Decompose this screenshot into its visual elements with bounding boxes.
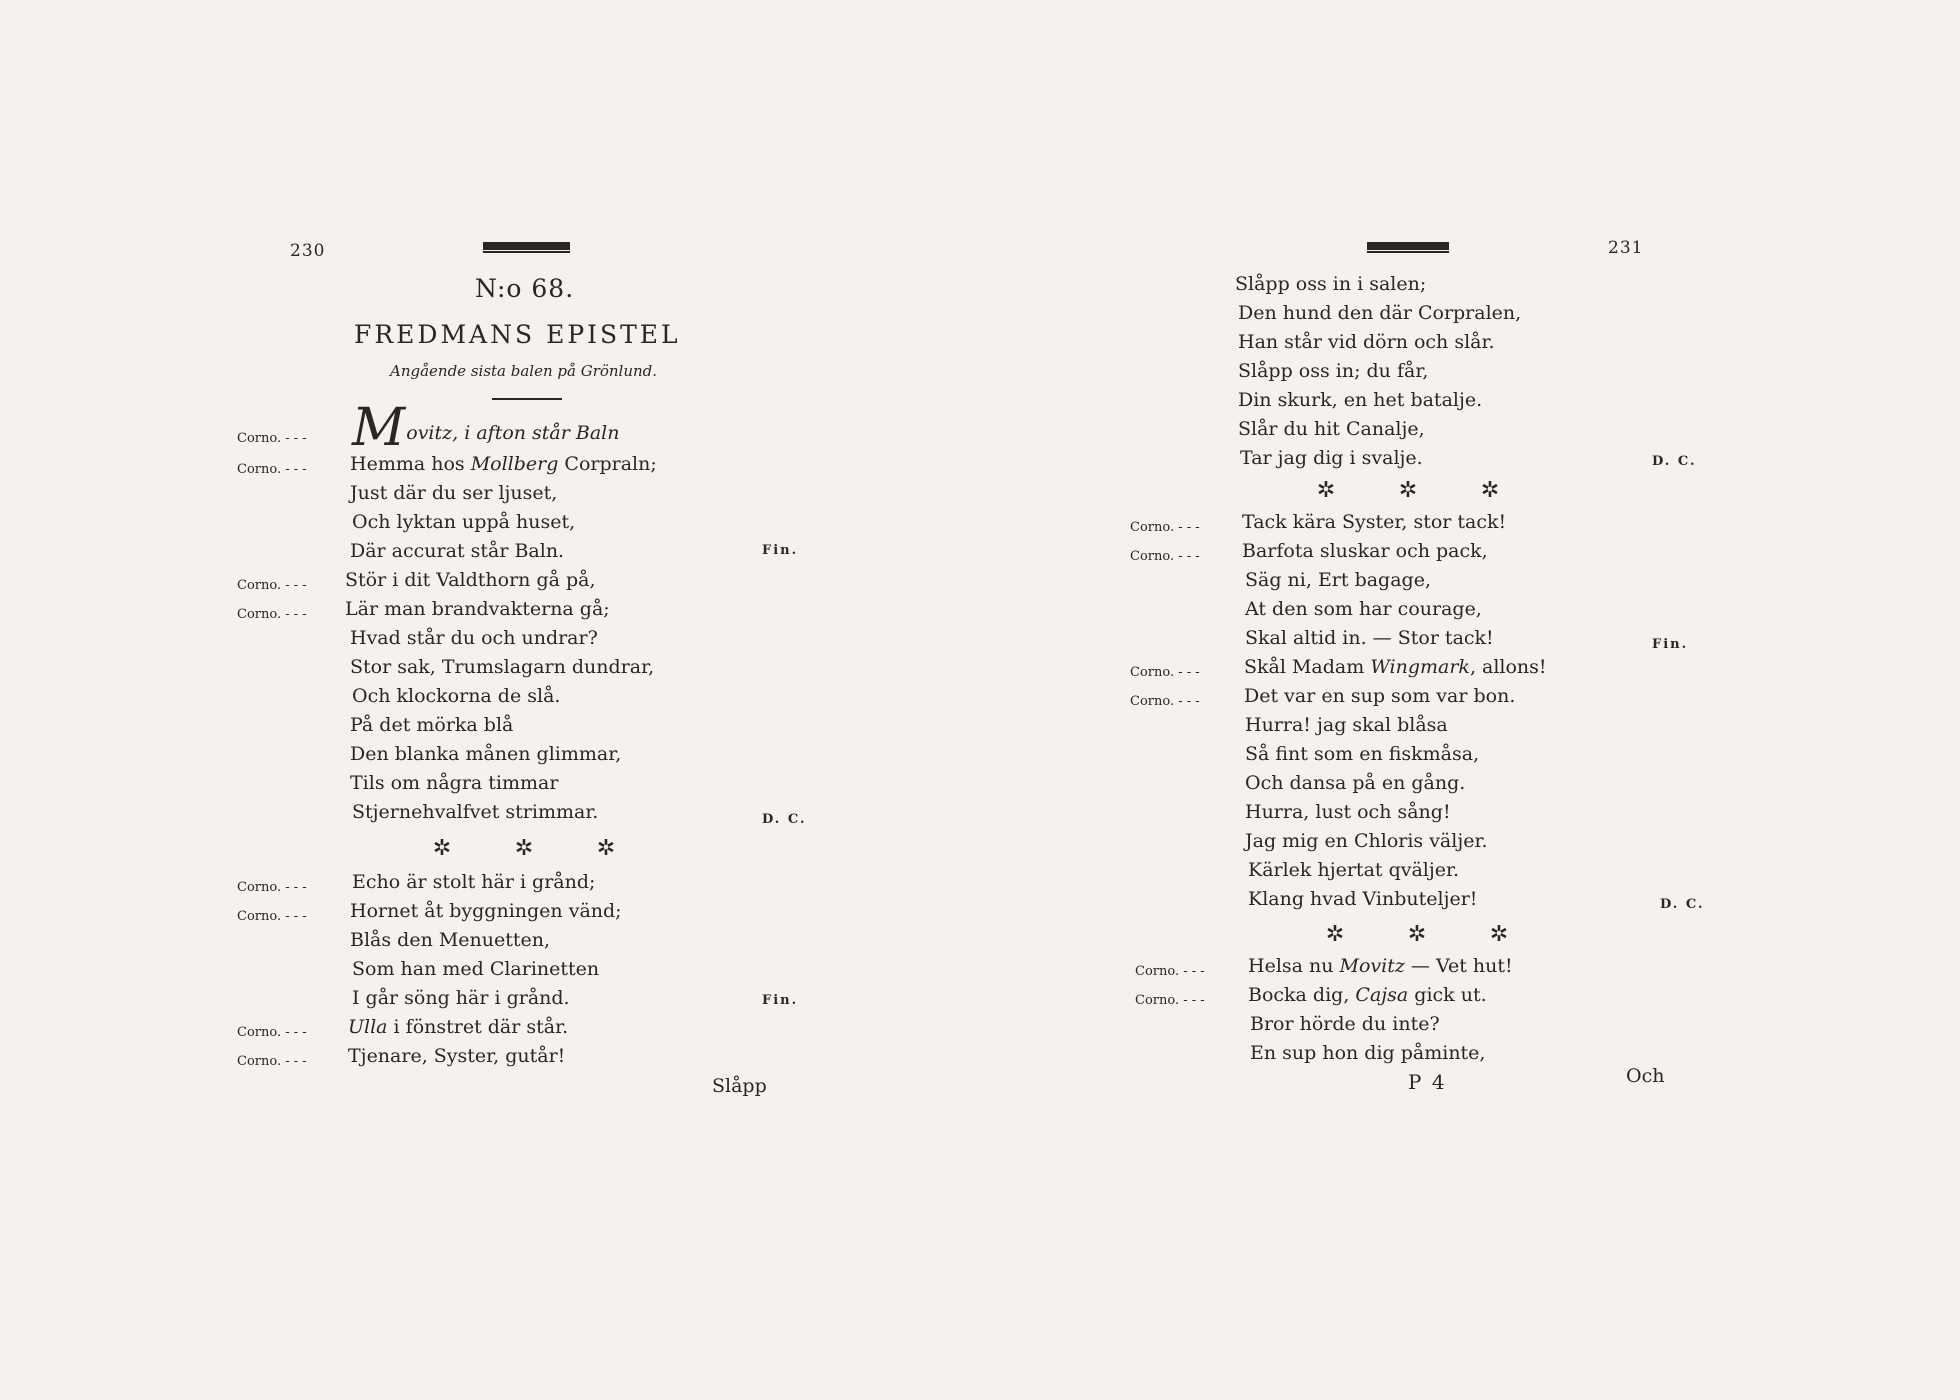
corno-cue: Corno. - - - <box>237 880 307 895</box>
verse-text: Slåpp oss in; du får, <box>1238 360 1429 382</box>
verse-text: Hurra! jag skal blåsa <box>1245 714 1448 736</box>
verse-text: Blås den Menuetten, <box>350 929 551 951</box>
verse-text: Stör i dit Valdthorn gå på, <box>345 569 596 591</box>
verse-line <box>0 685 980 715</box>
star-ornament: ✲ <box>1407 922 1427 947</box>
verse-line <box>0 987 980 1017</box>
corno-cue: Corno. - - - <box>1135 964 1205 979</box>
catchword: Slåpp <box>712 1075 767 1097</box>
title-rule <box>492 398 562 400</box>
verse-line <box>0 1016 980 1046</box>
verse-line <box>980 1013 1960 1043</box>
verse-line <box>0 1045 980 1075</box>
verse-text: Hornet åt byggningen vänd; <box>350 900 622 922</box>
verse-text: I går söng här i grånd. <box>352 987 570 1009</box>
verse-text: Klang hvad Vinbuteljer! <box>1248 888 1478 910</box>
verse-line <box>980 511 1960 541</box>
verse-line <box>980 302 1960 332</box>
verse-text: Movitz, i afton står Baln <box>352 398 620 458</box>
verse-text: Ulla i fönstret där står. <box>348 1016 569 1038</box>
da-capo-marker: D. C. <box>1660 897 1705 912</box>
da-capo-marker: D. C. <box>1652 454 1697 469</box>
corno-cue: Corno. - - - <box>237 1054 307 1069</box>
verse-text: Lär man brandvakterna gå; <box>345 598 610 620</box>
verse-line <box>980 273 1960 303</box>
epistle-title: FREDMANS EPISTEL <box>354 320 681 349</box>
verse-line <box>0 453 980 483</box>
verse-line <box>980 627 1960 657</box>
star-ornament: ✲ <box>1489 922 1509 947</box>
verse-line <box>0 569 980 599</box>
verse-text: Echo är stolt här i grånd; <box>352 871 596 893</box>
verse-text: På det mörka blå <box>350 714 514 736</box>
star-ornament: ✲ <box>1325 922 1345 947</box>
right-page <box>980 0 1960 1400</box>
verse-line <box>980 859 1960 889</box>
verse-line <box>980 540 1960 570</box>
verse-line <box>980 830 1960 860</box>
verse-line <box>980 743 1960 773</box>
verse-line <box>980 685 1960 715</box>
verse-text: Den blanka månen glimmar, <box>350 743 622 765</box>
corno-cue: Corno. - - - <box>237 578 307 593</box>
verse-text: Tack kära Syster, stor tack! <box>1242 511 1507 533</box>
verse-line <box>980 569 1960 599</box>
verse-text: Barfota sluskar och pack, <box>1242 540 1488 562</box>
corno-cue: Corno. - - - <box>237 909 307 924</box>
verse-line <box>0 871 980 901</box>
verse-line <box>980 714 1960 744</box>
verse-text: Helsa nu Movitz — Vet hut! <box>1248 955 1513 977</box>
verse-line <box>980 598 1960 628</box>
corno-cue: Corno. - - - <box>237 1025 307 1040</box>
verse-text: Bror hörde du inte? <box>1250 1013 1440 1035</box>
head-rule <box>483 242 570 250</box>
epistle-subtitle: Angående sista balen på Grönlund. <box>390 362 658 380</box>
verse-line <box>980 772 1960 802</box>
verse-line <box>0 743 980 773</box>
section-ornament <box>1294 922 1540 947</box>
verse-text: Tar jag dig i svalje. <box>1240 447 1423 469</box>
verse-text: Stor sak, Trumslagarn dundrar, <box>350 656 655 678</box>
verse-line <box>980 984 1960 1014</box>
corno-cue: Corno. - - - <box>1135 993 1205 1008</box>
verse-line <box>0 627 980 657</box>
verse-text: Den hund den där Corpralen, <box>1238 302 1522 324</box>
page-number: 231 <box>1608 238 1644 258</box>
verse-line <box>0 598 980 628</box>
drop-initial: M <box>352 398 406 458</box>
verse-text: Och klockorna de slå. <box>352 685 561 707</box>
verse-text: Det var en sup som var bon. <box>1244 685 1516 707</box>
verse-text: Kärlek hjertat qväljer. <box>1248 859 1460 881</box>
verse-text: Tjenare, Syster, gutår! <box>348 1045 566 1067</box>
verse-text: Bocka dig, Cajsa gick ut. <box>1248 984 1487 1006</box>
verse-text: Där accurat står Baln. <box>350 540 565 562</box>
section-ornament <box>1285 478 1531 503</box>
verse-text: Stjernehvalfvet strimmar. <box>352 801 599 823</box>
star-ornament: ✲ <box>432 836 452 861</box>
verse-text: Jag mig en Chloris väljer. <box>1245 830 1488 852</box>
verse-line <box>0 656 980 686</box>
verse-text: Hurra, lust och sång! <box>1245 801 1451 823</box>
corno-cue: Corno. - - - <box>237 431 307 446</box>
corno-cue: Corno. - - - <box>237 607 307 622</box>
verse-line <box>980 389 1960 419</box>
verse-line <box>0 540 980 570</box>
verse-line <box>980 331 1960 361</box>
verse-line <box>0 772 980 802</box>
verse-line <box>0 958 980 988</box>
verse-text: Och lyktan uppå huset, <box>352 511 576 533</box>
star-ornament: ✲ <box>1398 478 1418 503</box>
da-capo-marker: D. C. <box>762 812 807 827</box>
fin-marker: Fin. <box>762 993 799 1008</box>
star-ornament: ✲ <box>1480 478 1500 503</box>
fin-marker: Fin. <box>762 543 799 558</box>
star-ornament: ✲ <box>1316 478 1336 503</box>
epistle-number: N:o 68. <box>475 274 575 303</box>
verse-text: Just där du ser ljuset, <box>350 482 558 504</box>
signature-mark: P 4 <box>1408 1070 1447 1094</box>
verse-text: Slår du hit Canalje, <box>1238 418 1425 440</box>
verse-text: Säg ni, Ert bagage, <box>1245 569 1431 591</box>
verse-line <box>980 360 1960 390</box>
verse-text: Hvad står du och undrar? <box>350 627 598 649</box>
verse-line <box>0 929 980 959</box>
page-number: 230 <box>290 241 326 261</box>
verse-text: Tils om några timmar <box>350 772 559 794</box>
verse-line <box>980 656 1960 686</box>
verse-text: Hemma hos Mollberg Corpraln; <box>350 453 657 475</box>
fin-marker: Fin. <box>1652 637 1689 652</box>
verse-line <box>0 398 980 458</box>
verse-line <box>980 447 1960 477</box>
verse-text: Skål Madam Wingmark, allons! <box>1244 656 1547 678</box>
verse-text: Som han med Clarinetten <box>352 958 600 980</box>
verse-line <box>0 900 980 930</box>
verse-line <box>0 482 980 512</box>
verse-line <box>0 801 980 831</box>
star-ornament: ✲ <box>514 836 534 861</box>
corno-cue: Corno. - - - <box>1130 549 1200 564</box>
verse-line <box>980 1042 1960 1072</box>
head-rule <box>1367 242 1449 250</box>
corno-cue: Corno. - - - <box>1130 520 1200 535</box>
verse-text: Din skurk, en het batalje. <box>1238 389 1483 411</box>
verse-text: Så fint som en fiskmåsa, <box>1245 743 1480 765</box>
verse-line <box>0 511 980 541</box>
verse-text: Slåpp oss in i salen; <box>1235 273 1427 295</box>
section-ornament <box>401 836 647 861</box>
verse-line <box>0 714 980 744</box>
verse-line <box>980 955 1960 985</box>
star-ornament: ✲ <box>596 836 616 861</box>
verse-text: Skal altid in. — Stor tack! <box>1245 627 1494 649</box>
corno-cue: Corno. - - - <box>1130 694 1200 709</box>
corno-cue: Corno. - - - <box>237 462 307 477</box>
catchword: Och <box>1626 1065 1665 1087</box>
corno-cue: Corno. - - - <box>1130 665 1200 680</box>
verse-line <box>980 801 1960 831</box>
verse-line <box>980 418 1960 448</box>
verse-text: En sup hon dig påminte, <box>1250 1042 1486 1064</box>
verse-line <box>980 888 1960 918</box>
verse-text: Han står vid dörn och slår. <box>1238 331 1495 353</box>
verse-text: Och dansa på en gång. <box>1245 772 1466 794</box>
verse-text: At den som har courage, <box>1245 598 1482 620</box>
